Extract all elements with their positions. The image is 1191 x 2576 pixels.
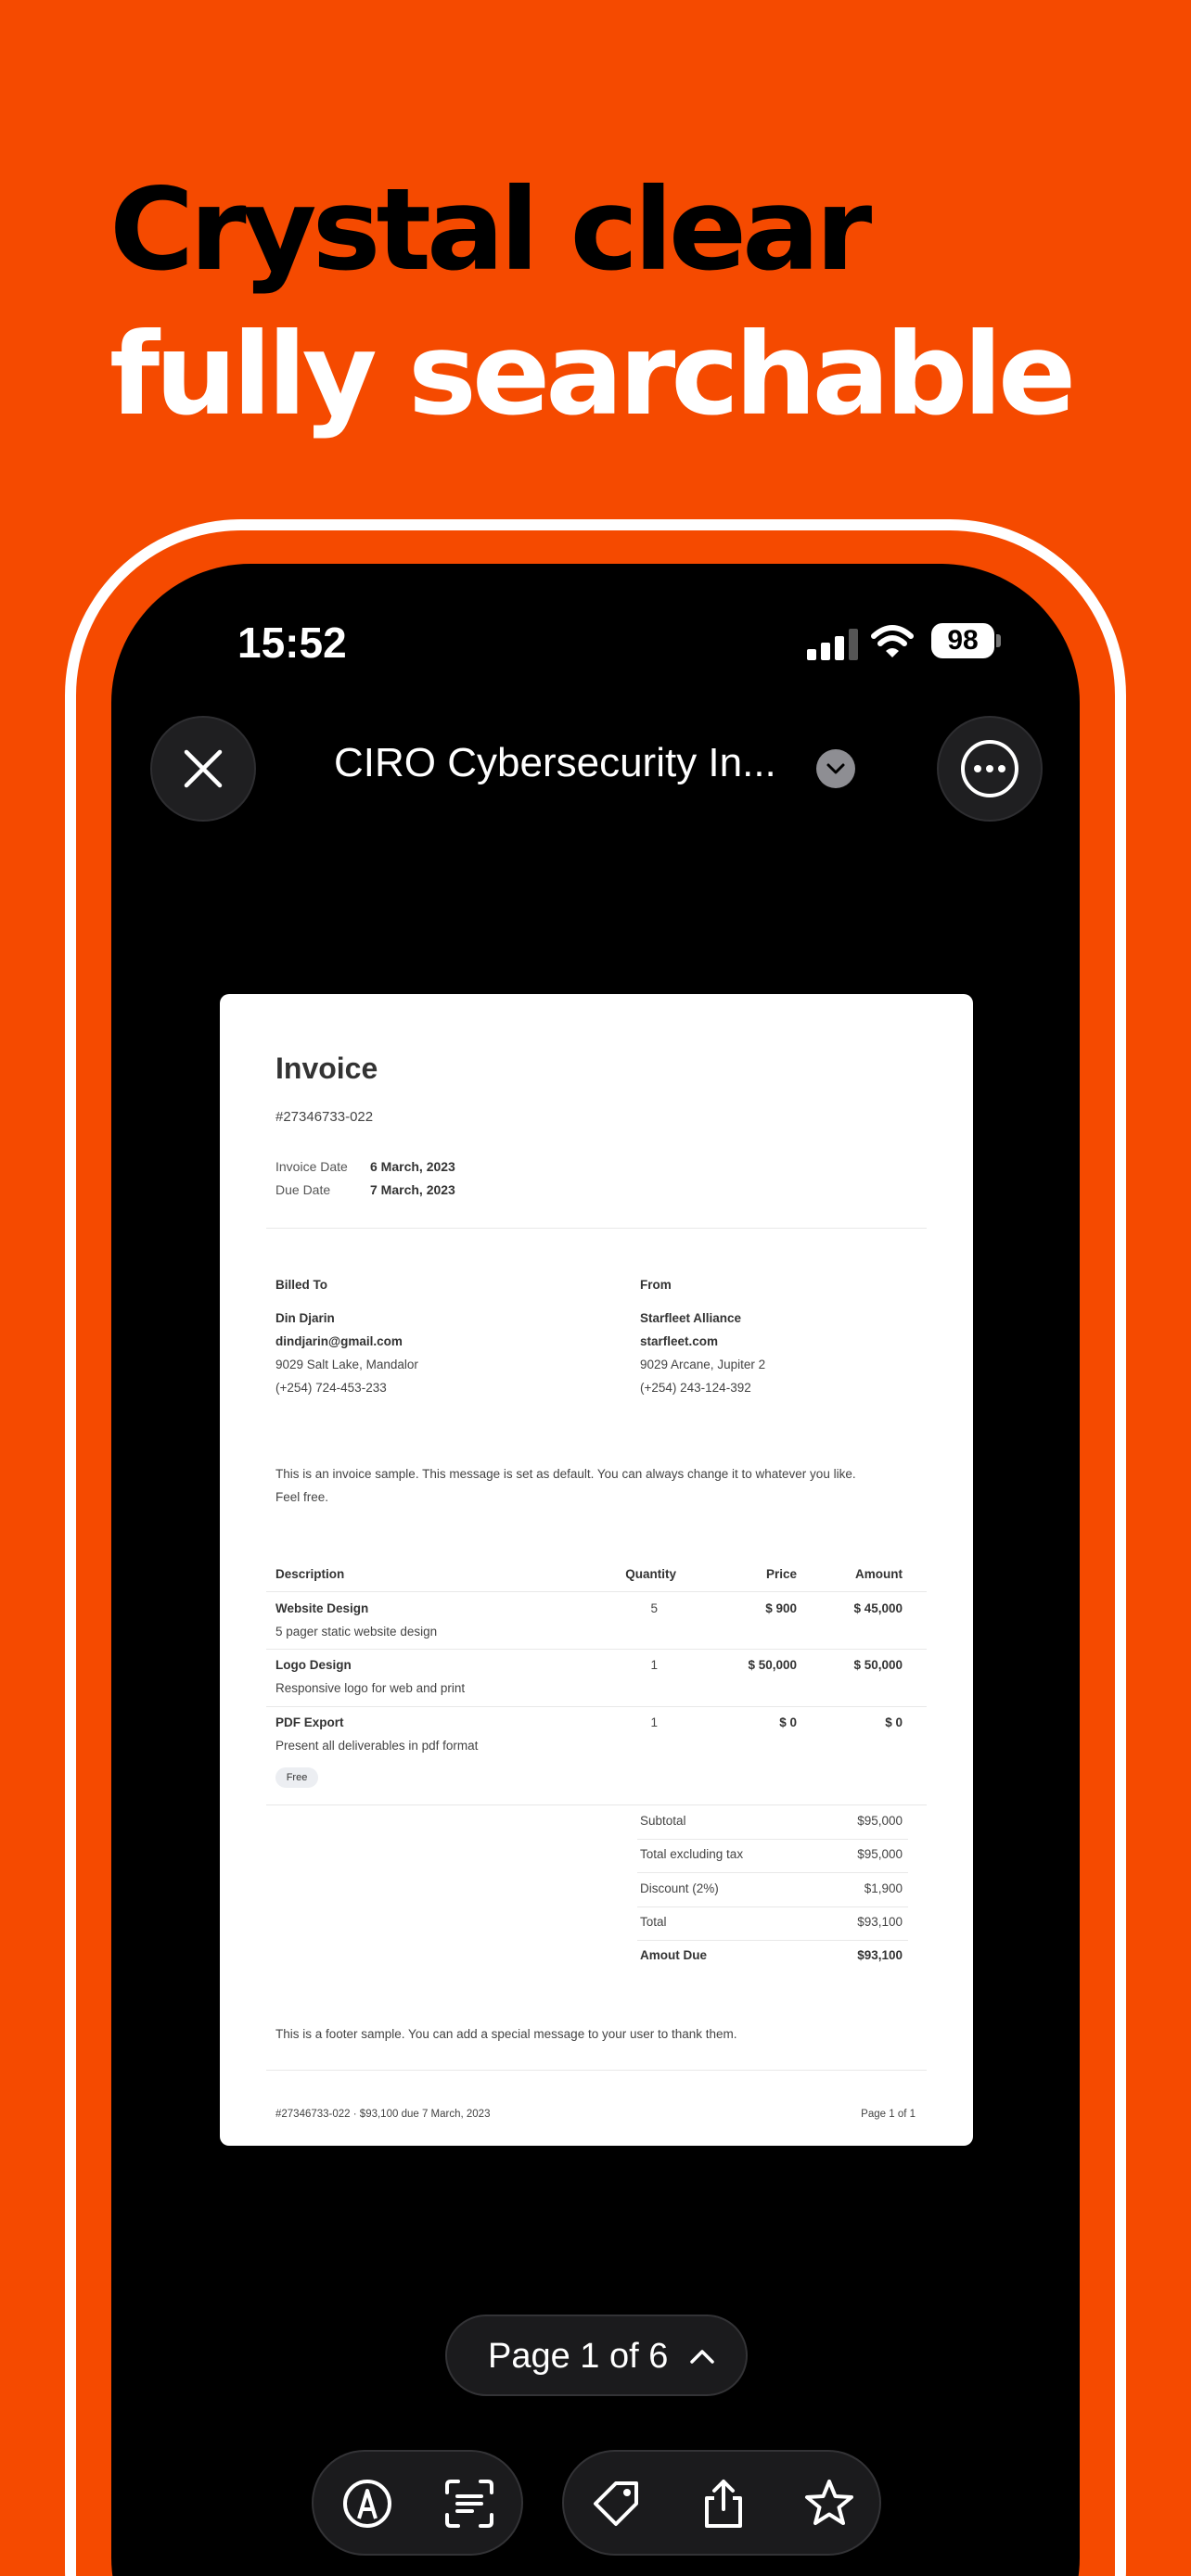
item-price: $ 900 xyxy=(765,1601,797,1615)
invoice-date-label: Invoice Date xyxy=(275,1159,348,1174)
footer-message: This is a footer sample. You can add a special message to your user to thank them. xyxy=(275,2027,737,2041)
item-amount: $ 50,000 xyxy=(853,1658,903,1672)
billed-to-address: 9029 Salt Lake, Mandalor xyxy=(275,1358,418,1371)
divider xyxy=(266,1591,927,1592)
invoice-message-line-2: Feel free. xyxy=(275,1490,329,1504)
markup-icon[interactable] xyxy=(339,2476,395,2531)
totals-value: $1,900 xyxy=(864,1881,903,1895)
billed-to-email: dindjarin@gmail.com xyxy=(275,1334,403,1348)
footer-summary: #27346733-022 · $93,100 due 7 March, 2023 xyxy=(275,2109,491,2120)
divider xyxy=(637,1872,908,1873)
totals-value: $95,000 xyxy=(857,1847,903,1861)
star-icon[interactable] xyxy=(801,2476,857,2531)
billed-to-phone: (+254) 724-453-233 xyxy=(275,1381,387,1395)
due-date: 7 March, 2023 xyxy=(370,1182,455,1197)
text-scan-icon[interactable] xyxy=(442,2476,497,2531)
wifi-icon xyxy=(870,623,915,660)
close-button[interactable] xyxy=(150,716,256,822)
totals-value: $93,100 xyxy=(857,1915,903,1929)
divider xyxy=(637,1940,908,1941)
divider xyxy=(266,1228,927,1229)
toolbar-group-edit xyxy=(312,2450,523,2556)
tag-icon[interactable] xyxy=(588,2476,644,2531)
headline-line-2: fully searchable xyxy=(109,309,1072,440)
item-amount: $ 0 xyxy=(885,1715,903,1729)
invoice-message-line-1: This is an invoice sample. This message is set as default. You can always change it to whatever you like. xyxy=(275,1467,856,1481)
divider xyxy=(266,1649,927,1650)
invoice-title: Invoice xyxy=(275,1052,378,1085)
document-title[interactable]: CIRO Cybersecurity In... xyxy=(334,740,776,785)
item-qty: 5 xyxy=(650,1601,658,1615)
status-time: 15:52 xyxy=(237,618,347,667)
phone-screen xyxy=(111,564,1080,2576)
item-detail: Responsive logo for web and print xyxy=(275,1681,466,1695)
col-price: Price xyxy=(765,1567,797,1581)
billed-to-heading: Billed To xyxy=(275,1278,327,1292)
close-icon xyxy=(181,746,225,791)
divider xyxy=(637,1906,908,1907)
chevron-down-icon xyxy=(826,762,846,775)
item-name: PDF Export xyxy=(275,1715,344,1729)
invoice-date: 6 March, 2023 xyxy=(370,1159,455,1174)
battery-indicator: 98 xyxy=(931,623,994,658)
amount-due-value: $93,100 xyxy=(857,1948,903,1962)
amount-due-label: Amout Due xyxy=(640,1948,707,1962)
page-indicator-button[interactable] xyxy=(445,2315,748,2396)
free-badge: Free xyxy=(275,1767,318,1788)
divider xyxy=(266,1804,927,1805)
totals-label: Subtotal xyxy=(640,1814,686,1828)
totals-value: $95,000 xyxy=(857,1814,903,1828)
divider xyxy=(266,1706,927,1707)
ellipsis-circle-icon xyxy=(959,738,1020,799)
headline-line-1: Crystal clear xyxy=(109,164,868,296)
cellular-signal-icon xyxy=(807,629,859,660)
item-detail: 5 pager static website design xyxy=(275,1625,438,1639)
headline xyxy=(109,158,1072,447)
battery-tip xyxy=(996,634,1001,647)
toolbar-group-actions xyxy=(562,2450,881,2556)
item-qty: 1 xyxy=(650,1658,658,1672)
from-name: Starfleet Alliance xyxy=(640,1311,742,1325)
item-name: Website Design xyxy=(275,1601,369,1615)
item-price: $ 0 xyxy=(779,1715,797,1729)
col-quantity: Quantity xyxy=(625,1567,676,1581)
item-qty: 1 xyxy=(650,1715,658,1729)
page-indicator-label: Page 1 of 6 xyxy=(488,2337,669,2376)
due-date-label: Due Date xyxy=(275,1182,331,1197)
from-heading: From xyxy=(640,1278,672,1292)
title-dropdown-button[interactable] xyxy=(816,749,855,788)
divider xyxy=(637,1839,908,1840)
from-address: 9029 Arcane, Jupiter 2 xyxy=(640,1358,766,1371)
from-phone: (+254) 243-124-392 xyxy=(640,1381,751,1395)
document-page xyxy=(220,994,973,2146)
totals-label: Discount (2%) xyxy=(640,1881,719,1895)
footer-page-number: Page 1 of 1 xyxy=(861,2109,916,2120)
divider xyxy=(266,2070,927,2071)
from-website: starfleet.com xyxy=(640,1334,719,1348)
col-amount: Amount xyxy=(855,1567,903,1581)
chevron-up-icon xyxy=(688,2344,716,2368)
item-name: Logo Design xyxy=(275,1658,352,1672)
invoice-number: #27346733-022 xyxy=(275,1109,374,1125)
more-options-button[interactable] xyxy=(937,716,1043,822)
col-description: Description xyxy=(275,1567,345,1581)
totals-label: Total xyxy=(640,1915,667,1929)
billed-to-name: Din Djarin xyxy=(275,1311,335,1325)
item-price: $ 50,000 xyxy=(748,1658,797,1672)
share-icon[interactable] xyxy=(696,2476,751,2531)
totals-label: Total excluding tax xyxy=(640,1847,744,1861)
item-amount: $ 45,000 xyxy=(853,1601,903,1615)
item-detail: Present all deliverables in pdf format xyxy=(275,1739,479,1753)
